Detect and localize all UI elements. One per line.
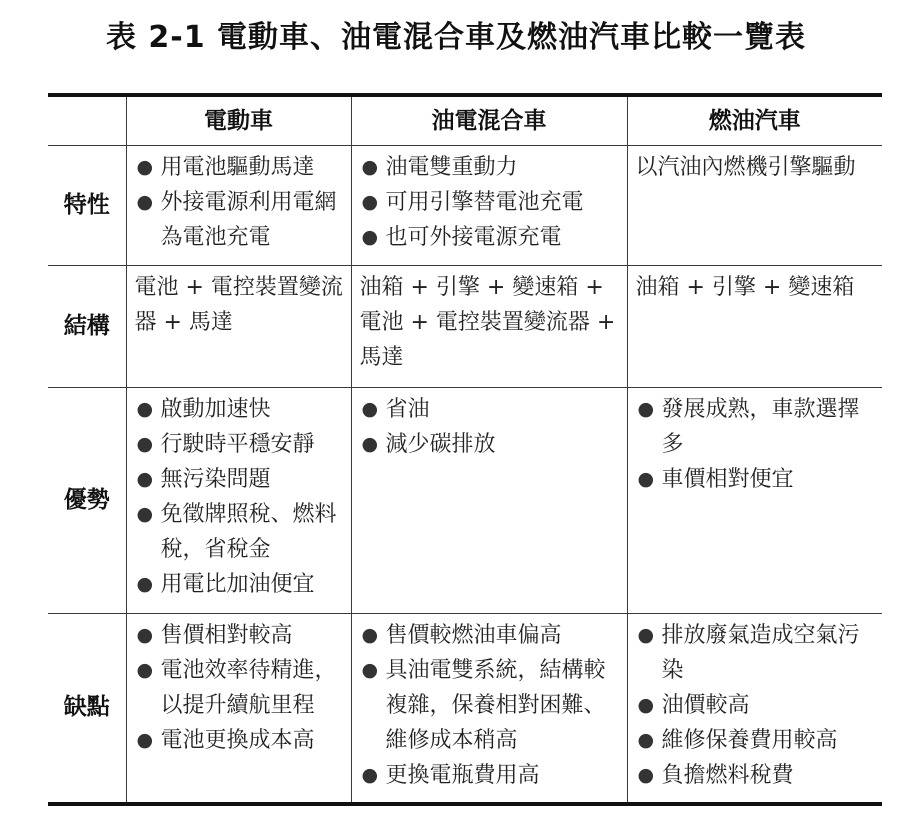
list-item: ● 售價較燃油車偏高 [360,618,621,653]
list-item: ● 免徵牌照稅、燃料稅，省稅金 [135,497,345,567]
cell-disadvantages-ev [126,614,351,804]
bullet-list [135,618,345,758]
bullet-list [360,150,621,255]
list-item: ● 行駛時平穩安靜 [135,427,345,462]
list-item: ● 減少碳排放 [360,427,621,462]
list-item: ● 維修保養費用較高 [636,723,877,758]
cell-features-fuel [627,146,882,266]
list-item: ● 省油 [360,392,621,427]
column-header-hybrid: 油電混合車 [351,95,627,146]
cell-text: 以汽油內燃機引擎驅動 [635,155,856,180]
list-item: ● 也可外接電源充電 [360,220,621,255]
cell-advantages-fuel [627,388,882,614]
list-item: ● 車價相對便宜 [636,462,877,497]
row-label-structure: 結構 [48,266,126,388]
table-row-disadvantages [48,614,882,804]
column-header-ev: 電動車 [126,95,351,146]
cell-disadvantages-fuel [627,614,882,804]
bullet-list [135,392,345,602]
list-item: ● 可用引擎替電池充電 [360,185,621,220]
list-item: ● 無污染問題 [135,462,345,497]
row-label-advantages: 優勢 [48,388,126,614]
cell-structure-ev [126,266,351,388]
table-title: 表 2-1 電動車、油電混合車及燃油汽車比較一覽表 [105,20,807,55]
list-item: ● 負擔燃料稅費 [636,758,877,793]
list-item: ● 油價較高 [636,688,877,723]
table-row-features [48,146,882,266]
list-item: ● 排放廢氣造成空氣污染 [636,618,877,688]
list-item: ● 電池更換成本高 [135,723,345,758]
list-item: ● 用電比加油便宜 [135,567,345,602]
bullet-list [636,392,877,497]
bullet-list [360,392,621,462]
header-row [48,95,882,146]
table-row-advantages [48,388,882,614]
cell-structure-hybrid [351,266,627,388]
list-item: ● 售價相對較高 [135,618,345,653]
list-item: ● 用電池驅動馬達 [135,150,345,185]
cell-features-hybrid [351,146,627,266]
corner-cell [48,95,126,146]
cell-text: 電池 + 電控裝置變流器 + 馬達 [134,275,343,335]
list-item: ● 更換電瓶費用高 [360,758,621,793]
table-row-structure [48,266,882,388]
cell-text: 油箱 + 引擎 + 變速箱 [635,275,855,300]
list-item: ● 油電雙重動力 [360,150,621,185]
row-label-features: 特性 [48,146,126,266]
bullet-list [636,618,877,793]
cell-structure-fuel [627,266,882,388]
cell-advantages-hybrid [351,388,627,614]
list-item: ● 外接電源利用電網為電池充電 [135,185,345,255]
bullet-list [360,618,621,793]
column-header-fuel: 燃油汽車 [627,95,882,146]
list-item: ● 啟動加速快 [135,392,345,427]
comparison-table [48,93,882,806]
bullet-list [135,150,345,255]
cell-advantages-ev [126,388,351,614]
list-item: ● 電池效率待精進，以提升續航里程 [135,653,345,723]
list-item: ● 具油電雙系統，結構較複雜，保養相對困難、維修成本稍高 [360,653,621,758]
cell-features-ev [126,146,351,266]
list-item: ● 發展成熟，車款選擇多 [636,392,877,462]
cell-disadvantages-hybrid [351,614,627,804]
row-label-disadvantages: 缺點 [48,614,126,804]
cell-text: 油箱 + 引擎 + 變速箱 + 電池 + 電控裝置變流器 + 馬達 [359,275,616,370]
